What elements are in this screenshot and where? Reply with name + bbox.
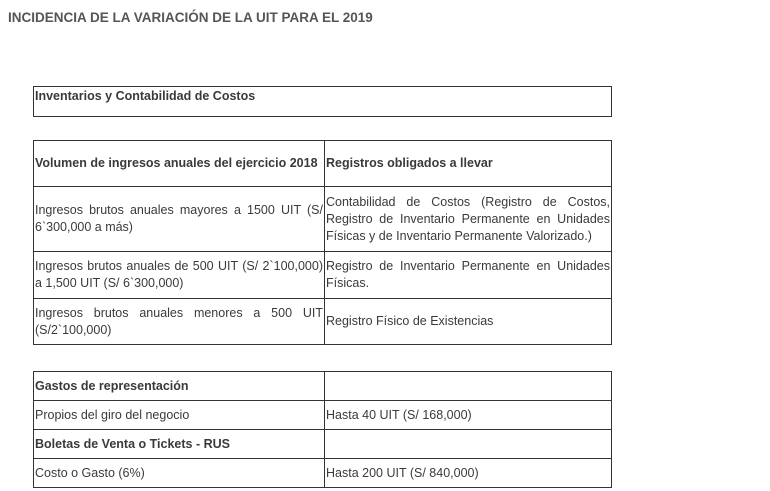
table-row: [34, 252, 612, 299]
table-row: [34, 430, 612, 459]
income-cell: Ingresos brutos anuales mayores a 1500 UIT (S/ 6`300,000 a más): [34, 187, 325, 252]
expense-value: [325, 430, 612, 459]
expense-value: Hasta 200 UIT (S/ 840,000): [325, 459, 612, 488]
table-row: [34, 372, 612, 401]
records-cell: Registro de Inventario Permanente en Unidades Físicas.: [325, 252, 612, 299]
income-cell: Ingresos brutos anuales de 500 UIT (S/ 2`100,000) a 1,500 UIT (S/ 6`300,000): [34, 252, 325, 299]
expenses-table: [33, 371, 612, 488]
expense-label: Boletas de Venta o Tickets - RUS: [34, 430, 325, 459]
income-volume-header: Volumen de ingresos anuales del ejercicio 2018: [34, 141, 325, 187]
table-header-row: [34, 141, 612, 187]
table-row: [34, 401, 612, 430]
table-row: [34, 87, 612, 117]
records-cell: Registro Físico de Existencias: [325, 299, 612, 345]
records-table: [33, 140, 612, 345]
expense-label: Costo o Gasto (6%): [34, 459, 325, 488]
table-row: [34, 187, 612, 252]
expense-label: Propios del giro del negocio: [34, 401, 325, 430]
expense-value: Hasta 40 UIT (S/ 168,000): [325, 401, 612, 430]
table-row: [34, 459, 612, 488]
expense-label: Gastos de representación: [34, 372, 325, 401]
income-cell: Ingresos brutos anuales menores a 500 UIT (S/2`100,000): [34, 299, 325, 345]
required-records-header: Registros obligados a llevar: [325, 141, 612, 187]
page-title: INCIDENCIA DE LA VARIACIÓN DE LA UIT PARA EL 2019: [8, 10, 373, 25]
records-cell: Contabilidad de Costos (Registro de Costos, Registro de Inventario Permanente en Unidades Físicas y de Inventario Permanente Valorizado.): [325, 187, 612, 252]
table-row: [34, 299, 612, 345]
expense-value: [325, 372, 612, 401]
inventory-costs-header: Inventarios y Contabilidad de Costos: [34, 87, 612, 117]
inventory-costs-table: [33, 86, 612, 117]
